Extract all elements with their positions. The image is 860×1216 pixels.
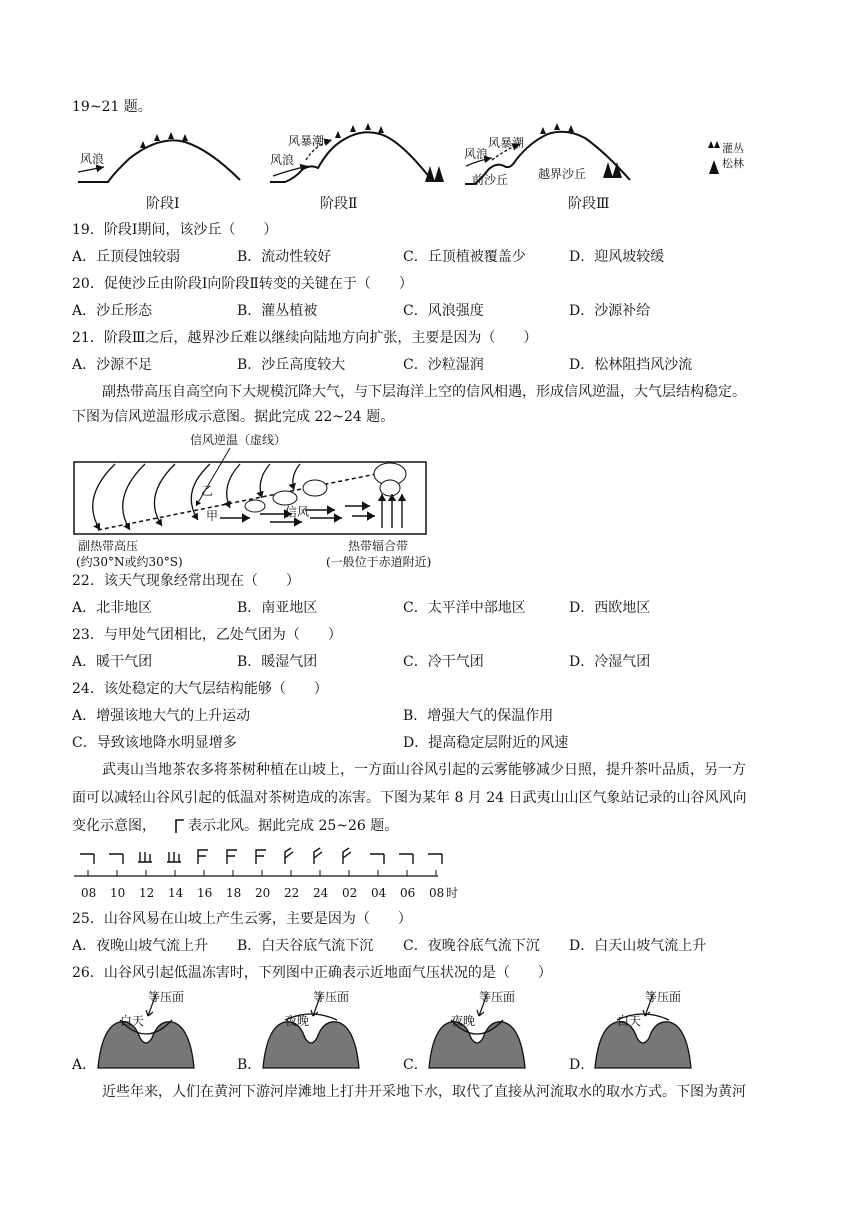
legend-pine-icon — [709, 160, 719, 174]
wind-direction-symbol — [256, 850, 266, 864]
wind-hour-label: 18 — [226, 886, 242, 900]
q23-option-a[interactable]: A．暖干气团 — [72, 654, 153, 670]
subtropical-high-sub: (约30°N或约30°S) — [76, 555, 183, 569]
time-of-day-label: 夜晚 — [451, 1014, 476, 1028]
shrub-icon — [140, 132, 188, 148]
q26-option-letter[interactable]: A． — [72, 1057, 97, 1073]
yi-label: 乙 — [201, 484, 214, 498]
q25-option-a[interactable]: A．夜晚山坡气流上升 — [72, 938, 209, 954]
wind-hour-label: 16 — [197, 886, 213, 900]
passage-3-line-3a: 变化示意图， — [72, 818, 156, 834]
jia-label: 甲 — [206, 509, 219, 523]
q19-option-a[interactable]: A．丘顶侵蚀较弱 — [72, 249, 181, 265]
q19-option-b[interactable]: B．流动性较好 — [237, 249, 332, 265]
mountain-valley-shape — [98, 1022, 194, 1068]
wind-wave-label: 风浪 — [270, 153, 295, 167]
wind-direction-symbol — [428, 854, 442, 864]
isobar-label: 等压面 — [313, 990, 350, 1004]
wind-direction-symbol — [227, 850, 237, 864]
wind-direction-symbol — [370, 854, 384, 864]
wind-hour-label: 10 — [110, 886, 126, 900]
wind-direction-symbol — [80, 854, 94, 864]
wind-hour-label: 20 — [255, 886, 271, 900]
wind-direction-symbol — [198, 850, 208, 864]
q24-option-c[interactable]: C．导致该地降水明显增多 — [72, 735, 237, 751]
stage-1-label: 阶段Ⅰ — [146, 196, 180, 212]
passage-2-line-1: 副热带高压自高空向下大规模沉降大气，与下层海洋上空的信风相遇，形成信风逆温，大气层结构稳定。 — [102, 384, 746, 400]
itcz-label: 热带辐合带 — [348, 539, 409, 553]
mountain-valley-shape — [429, 1022, 525, 1068]
legend-shrub-icon — [708, 141, 720, 148]
q19-option-d[interactable]: D．迎风坡较缓 — [569, 249, 665, 265]
wind-hour-label: 12 — [139, 886, 155, 900]
q20-option-d[interactable]: D．沙源补给 — [569, 303, 651, 319]
wind-direction-symbol — [138, 852, 152, 862]
cross-dune-label: 越界沙丘 — [538, 167, 587, 181]
q26-option-letter[interactable]: B． — [237, 1057, 262, 1073]
pine-icon — [603, 162, 622, 178]
q21-option-d[interactable]: D．松林阻挡风沙流 — [569, 357, 693, 373]
q20-option-b[interactable]: B．灌丛植被 — [237, 303, 318, 319]
q21-option-a[interactable]: A．沙源不足 — [72, 357, 153, 373]
inversion-label: 信风逆温（虚线） — [190, 433, 287, 447]
question-22-stem: 22．该天气现象经常出现在（ ） — [72, 573, 300, 589]
isobar-label: 等压面 — [148, 990, 185, 1004]
front-dune-label: 前沙丘 — [472, 173, 509, 187]
wind-hour-label: 04 — [371, 886, 387, 900]
q22-option-b[interactable]: B．南亚地区 — [237, 600, 318, 616]
wind-direction-symbol — [399, 854, 413, 864]
isobar-label: 等压面 — [645, 990, 682, 1004]
q22-option-c[interactable]: C．太平洋中部地区 — [403, 600, 526, 616]
q23-option-b[interactable]: B．暖湿气团 — [237, 654, 318, 670]
question-24-stem: 24．该处稳定的大气层结构能够（ ） — [72, 681, 328, 697]
wind-direction-symbol — [109, 854, 123, 864]
q22-option-d[interactable]: D．西欧地区 — [569, 600, 651, 616]
storm-surge-label: 风暴潮 — [288, 134, 325, 148]
wind-direction-symbol — [285, 848, 293, 864]
q21-option-b[interactable]: B．沙丘高度较大 — [237, 357, 346, 373]
question-26-stem: 26．山谷风引起低温冻害时，下列图中正确表示近地面气压状况的是（ ） — [72, 965, 552, 981]
itcz-sub: (一般位于赤道附近) — [326, 555, 432, 569]
wind-direction-symbol — [167, 852, 181, 862]
trade-inversion-figure — [70, 428, 450, 570]
valley-wind-figure — [70, 840, 470, 880]
legend-shrub-label: 灌丛 — [722, 142, 744, 155]
wind-hour-label: 22 — [284, 886, 300, 900]
wind-wave-label: 风浪 — [80, 152, 105, 166]
storm-surge-label: 风暴潮 — [488, 136, 525, 150]
q24-option-a[interactable]: A．增强该地大气的上升运动 — [72, 708, 251, 724]
passage-3-line-2: 面可以减轻山谷风引起的低温对茶树造成的冻害。下图为某年 8 月 24 日武夷山山区气象站记录的山谷风风向 — [72, 790, 747, 806]
subtropical-high-label: 副热带高压 — [78, 539, 139, 553]
passage-2-line-2: 下图为信风逆温形成示意图。据此完成 22~24 题。 — [72, 409, 395, 425]
wind-hour-label: 06 — [400, 886, 416, 900]
stage-3-label: 阶段Ⅲ — [568, 196, 610, 212]
time-of-day-label: 夜晚 — [285, 1014, 310, 1028]
legend-pine-label: 松林 — [722, 157, 744, 170]
wind-wave-label: 风浪 — [464, 147, 489, 161]
dune-stages-figure — [70, 120, 770, 216]
wind-hour-unit: 时 — [446, 886, 459, 900]
q24-option-d[interactable]: D．提高稳定层附近的风速 — [403, 735, 569, 751]
q21-option-c[interactable]: C．沙粒湿润 — [403, 357, 484, 373]
passage-4-line-1: 近些年来，人们在黄河下游河岸滩地上打井开采地下水，取代了直接从河流取水的取水方式。下图为黄河 — [102, 1084, 746, 1100]
pine-icon — [425, 166, 444, 182]
q25-option-b[interactable]: B．白天谷底气流下沉 — [237, 938, 374, 954]
question-25-stem: 25．山谷风易在山坡上产生云雾，主要是因为（ ） — [72, 911, 412, 927]
wind-hour-label: 02 — [342, 886, 358, 900]
wind-hour-label: 08 — [429, 886, 445, 900]
q20-option-c[interactable]: C．风浪强度 — [403, 303, 484, 319]
question-20-stem: 20．促使沙丘由阶段Ⅰ向阶段Ⅱ转变的关键在于（ ） — [72, 276, 413, 292]
passage-3-line-3b: 表示北风。据此完成 25~26 题。 — [188, 818, 399, 834]
mountain-valley-shape — [263, 1022, 359, 1068]
wind-direction-symbol — [343, 848, 351, 864]
time-of-day-label: 白天 — [120, 1014, 145, 1028]
trade-wind-label: 信风 — [285, 505, 310, 519]
q26-option-letter[interactable]: D． — [569, 1057, 595, 1073]
time-of-day-label: 白天 — [617, 1014, 642, 1028]
mountain-valley-shape — [595, 1022, 691, 1068]
q25-option-c[interactable]: C．夜晚谷底气流下沉 — [403, 938, 540, 954]
q24-option-b[interactable]: B．增强大气的保温作用 — [403, 708, 554, 724]
isobar-label: 等压面 — [479, 990, 516, 1004]
passage-3-line-1: 武夷山当地茶农多将茶树种植在山坡上，一方面山谷风引起的云雾能够减少日照，提升茶叶品质，另一方 — [102, 762, 746, 778]
q23-option-d[interactable]: D．冷湿气团 — [569, 654, 651, 670]
q23-option-c[interactable]: C．冷干气团 — [403, 654, 484, 670]
q26-option-letter[interactable]: C． — [403, 1057, 428, 1073]
shrub-icon — [335, 123, 384, 138]
question-23-stem: 23．与甲处气团相比，乙处气团为（ ） — [72, 627, 342, 643]
north-wind-symbol-icon — [174, 818, 186, 834]
wind-hour-label: 24 — [313, 886, 329, 900]
stage-2-label: 阶段Ⅱ — [320, 196, 358, 212]
intro-tail: 19~21 题。 — [72, 99, 152, 115]
q20-option-a[interactable]: A．沙丘形态 — [72, 303, 153, 319]
q22-option-a[interactable]: A．北非地区 — [72, 600, 153, 616]
q25-option-d[interactable]: D．白天山坡气流上升 — [569, 938, 707, 954]
wind-hour-label: 08 — [81, 886, 97, 900]
q19-option-c[interactable]: C．丘顶植被覆盖少 — [403, 249, 526, 265]
question-19-stem: 19．阶段Ⅰ期间，该沙丘（ ） — [72, 222, 278, 238]
wind-direction-symbol — [314, 848, 322, 864]
wind-hour-label: 14 — [168, 886, 184, 900]
question-21-stem: 21．阶段Ⅲ之后，越界沙丘难以继续向陆地方向扩张，主要是因为（ ） — [72, 330, 538, 346]
